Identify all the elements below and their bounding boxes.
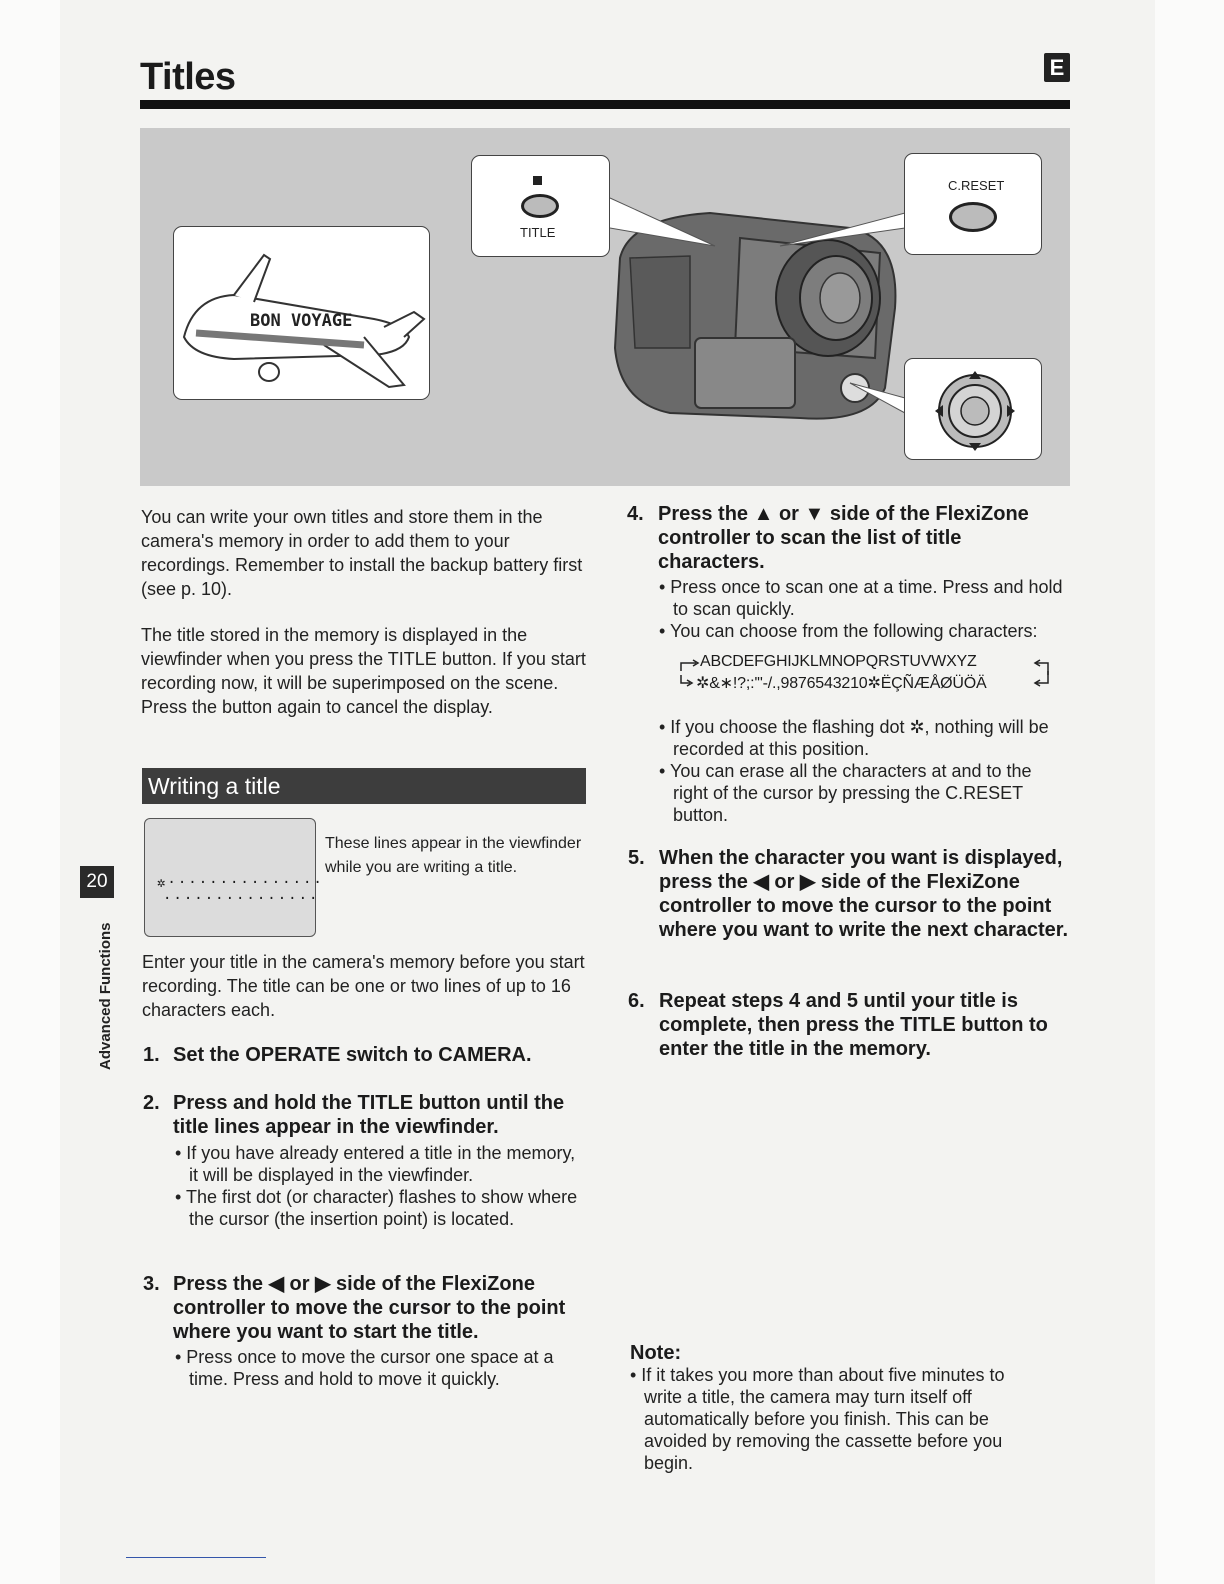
step-2-bullets xyxy=(175,1142,585,1230)
title-dots-line-2: ··············· xyxy=(163,891,320,907)
page-title: Titles xyxy=(140,56,236,98)
charset-line-1: ABCDEFGHIJKLMNOPQRSTUVWXYZ xyxy=(700,653,977,670)
list-item: • If you choose the flashing dot ✲, nothing will be recorded at this position. xyxy=(659,717,1049,759)
creset-button[interactable] xyxy=(949,202,997,232)
step-4-bullets xyxy=(659,576,1071,642)
step-3: 3. Press the ◀ or ▶ side of the FlexiZone controller to move the cursor to the point where you want to start the title. xyxy=(143,1272,588,1344)
step-5: 5. When the character you want is displayed, press the ◀ or ▶ side of the FlexiZone controller to move the cursor to the point where you want to write the next character. xyxy=(628,846,1073,942)
step-1: 1. Set the OPERATE switch to CAMERA. xyxy=(143,1043,588,1067)
step-4-more-bullets xyxy=(659,716,1071,826)
step-1-text: Set the OPERATE switch to CAMERA. xyxy=(173,1044,532,1066)
list-item: • Press once to scan one at a time. Press and hold to scan quickly. xyxy=(659,577,1063,619)
flexizone-callout xyxy=(904,358,1042,460)
intro-paragraph-2: The title stored in the memory is displayed in the viewfinder when you press the TITLE button. If you start recording now, it will be superimposed on the scene. Press the button again to cancel the display. xyxy=(141,625,586,717)
viewfinder-caption: These lines appear in the viewfinder while you are writing a title. xyxy=(325,835,582,876)
step-2-text: Press and hold the TITLE button until the title lines appear in the viewfinder. xyxy=(173,1092,565,1138)
title-dots-line-1: ✲··············· xyxy=(157,875,324,891)
list-item: • If you have already entered a title in the memory, it will be displayed in the viewfinder. xyxy=(175,1143,576,1185)
side-section-label: Advanced Functions xyxy=(97,922,114,1070)
creset-callout xyxy=(904,153,1042,255)
step-5-text: When the character you want is displayed, press the ◀ or ▶ side of the FlexiZone controller to move the cursor to the point where you want to write the next character. xyxy=(659,847,1069,941)
step-6: 6. Repeat steps 4 and 5 until your title is complete, then press the TITLE button to enter the title in the memory. xyxy=(628,989,1068,1061)
step-3-bullets xyxy=(175,1346,590,1390)
section-heading: Writing a title xyxy=(142,768,586,804)
list-item: • You can erase all the characters at and to the right of the cursor by pressing the C.RESET button. xyxy=(659,761,1032,825)
title-button-callout xyxy=(471,155,610,257)
title-button-label: TITLE xyxy=(520,225,556,240)
list-item: • You can choose from the following characters: xyxy=(659,621,1038,641)
note-text xyxy=(630,1364,1045,1474)
viewfinder-title-text: BON VOYAGE xyxy=(250,311,353,331)
title-rule xyxy=(140,100,1070,109)
language-badge: E xyxy=(1044,53,1070,82)
title-button[interactable] xyxy=(521,194,559,218)
page-number-tab: 20 xyxy=(80,866,114,898)
stop-icon xyxy=(533,176,542,185)
enter-title-paragraph: Enter your title in the camera's memory before you start recording. The title can be one or two lines of up to 16 characters each. xyxy=(142,952,585,1020)
creset-label: C.RESET xyxy=(948,178,1005,193)
step-4-text: Press the ▲ or ▼ side of the FlexiZone controller to scan the list of title characters. xyxy=(658,503,1029,573)
list-item: • Press once to move the cursor one space at a time. Press and hold to move it quickly. xyxy=(175,1347,554,1389)
step-3-text: Press the ◀ or ▶ side of the FlexiZone controller to move the cursor to the point where you want to start the title. xyxy=(173,1273,566,1343)
intro-paragraph-1: You can write your own titles and store them in the camera's memory in order to add them to your recordings. Remember to install the backup battery first (see p. 10). xyxy=(141,507,583,599)
list-item: • If it takes you more than about five minutes to write a title, the camera may turn itself off automatically before you finish. This can be avoided by removing the cassette before you begin. xyxy=(630,1365,1005,1473)
step-6-text: Repeat steps 4 and 5 until your title is complete, then press the TITLE button to enter the title in the memory. xyxy=(659,990,1048,1060)
character-set xyxy=(678,653,1050,693)
step-2: 2. Press and hold the TITLE button until the title lines appear in the viewfinder. xyxy=(143,1091,583,1139)
note-heading: Note: xyxy=(630,1342,682,1364)
charset-line-2: ✲&∗!?;:'"-/.,9876543210✲ËÇÑÆÅØÜÖÄ xyxy=(696,675,987,692)
step-4: 4. Press the ▲ or ▼ side of the FlexiZone controller to scan the list of title characters. xyxy=(627,502,1067,574)
list-item: • The first dot (or character) flashes to show where the cursor (the insertion point) is located. xyxy=(175,1187,578,1229)
camcorder-illustration xyxy=(140,128,1070,486)
flexizone-controller-icon[interactable] xyxy=(905,359,1041,459)
footer-rule xyxy=(126,1557,266,1558)
viewfinder-title-lines xyxy=(144,818,324,937)
